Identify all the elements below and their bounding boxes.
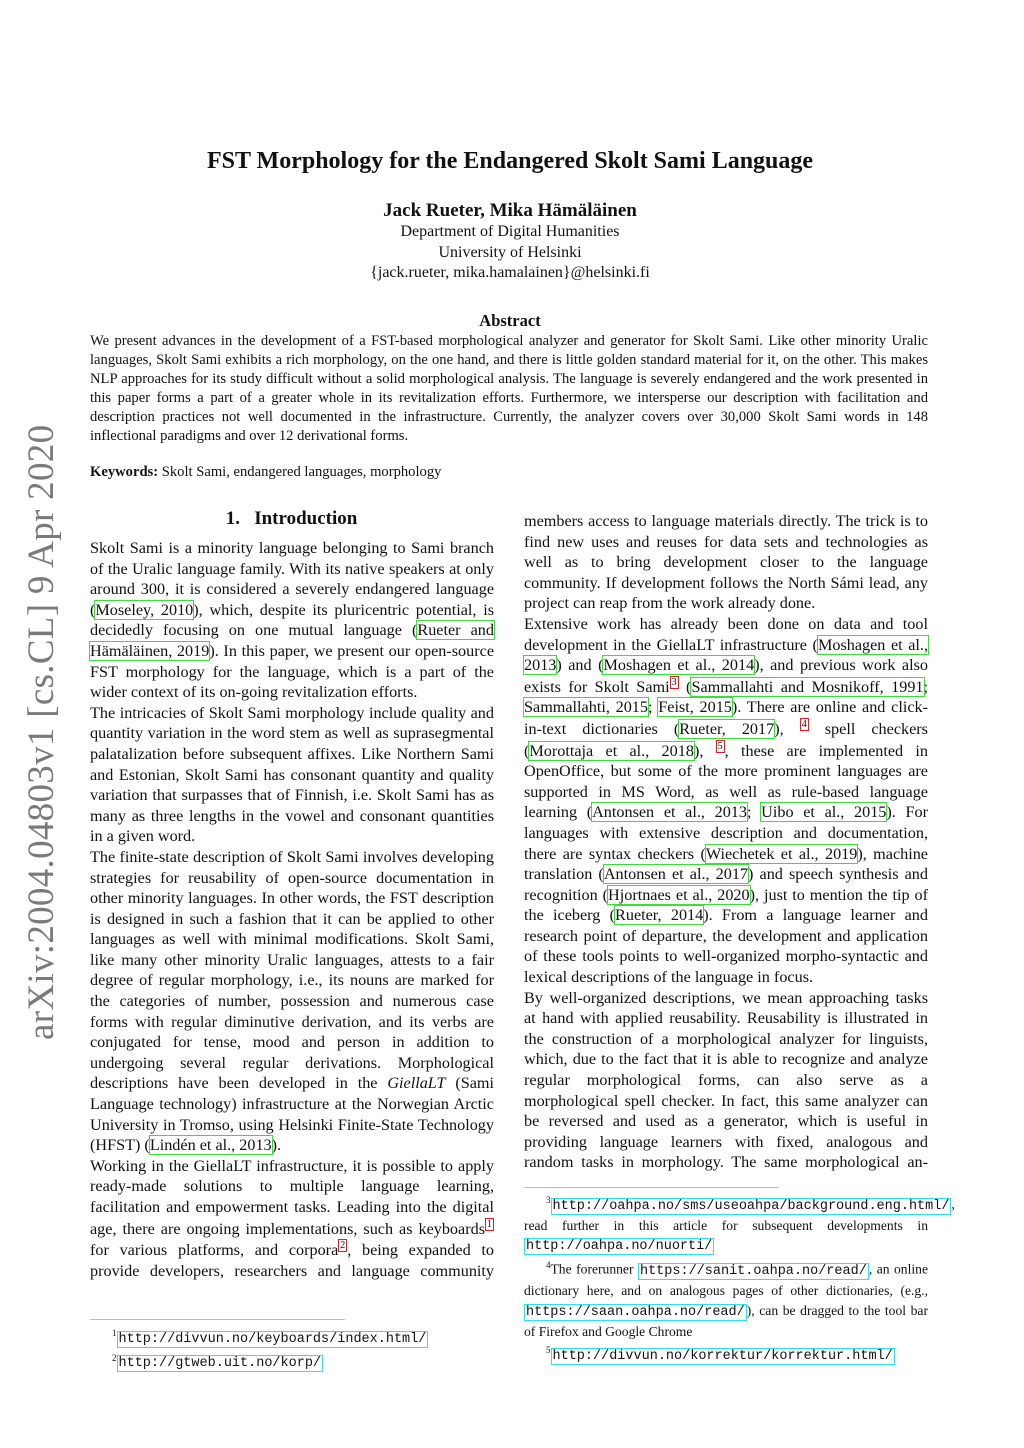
keywords bbox=[90, 464, 441, 481]
text-run: , being expanded to provide developers, researchers and language community bbox=[90, 1241, 494, 1280]
footnote-number: 2 bbox=[112, 1352, 117, 1363]
citation-link[interactable]: Rueter, 2014 bbox=[615, 906, 704, 925]
url-link[interactable]: http://gtweb.uit.no/korp/ bbox=[118, 1356, 322, 1372]
section-title: Introduction bbox=[254, 508, 358, 529]
text-run: ), can be dragged to the tool bar of Firefox and Google Chrome bbox=[524, 1302, 928, 1339]
citation-link[interactable]: Uibo et al., 2015 bbox=[761, 803, 887, 822]
text-run: ), machine translation ( bbox=[524, 844, 928, 884]
affiliation-university: University of Helsinki bbox=[438, 244, 582, 261]
text-run: ) and speech synthesis and recognition ( bbox=[524, 865, 928, 904]
footnote bbox=[524, 1341, 928, 1366]
text-run: Working in the GiellaLT infrastructure, it is possible to apply ready-made solutions to multiple language learning, facilitation and empowerment tasks. Leading into the digital age, there are ongoing implementations, such as keyboards bbox=[90, 1156, 494, 1238]
text-run: (Sami Language technology) infrastructure at the Norwegian Arctic University in Tromso, using Helsinki Finite-State Technology (HFST) ( bbox=[90, 1074, 494, 1155]
right-column bbox=[524, 511, 928, 1173]
text-run: ; bbox=[747, 803, 762, 822]
footnote-ref-link[interactable]: 2 bbox=[340, 1240, 346, 1252]
paragraph bbox=[524, 511, 928, 614]
footnote-number: 1 bbox=[112, 1328, 117, 1338]
authors: Jack Rueter, Mika Hämäläinen bbox=[383, 200, 637, 221]
text-run: , these are implemented in OpenOffice, but some of the more prominent languages are supported in MS Word, as well as rule-based language learning ( bbox=[524, 741, 929, 822]
text-run: ( bbox=[678, 677, 692, 696]
text-run: Skolt Sami is a minority language belonging to Sami branch of the Uralic language family. With its native speakers at only around 300, it is considered a severely endangered language ( bbox=[90, 539, 494, 619]
text-run: ) and ( bbox=[556, 656, 604, 675]
italic-text: GiellaLT bbox=[387, 1074, 446, 1093]
footnote-rule bbox=[524, 1187, 779, 1188]
right-footnotes bbox=[524, 1191, 955, 1366]
footnote-ref-link[interactable]: 3 bbox=[671, 676, 677, 688]
footnote-number: 5 bbox=[546, 1345, 551, 1356]
keywords-text: Skolt Sami, endangered languages, morphology bbox=[158, 464, 442, 480]
url-link[interactable]: https://saan.oahpa.no/read/ bbox=[526, 1304, 745, 1320]
paragraph bbox=[524, 614, 928, 988]
citation-link[interactable]: Lindén et al., 2013 bbox=[149, 1136, 272, 1155]
text-run: for various platforms, and corpora bbox=[90, 1241, 339, 1260]
text-run: By well-organized descriptions, we mean approaching tasks at hand with applied reusability. Reusability is illustrated in the construction of a morphological analyzer for linguists, which, due to the fact that it is able to recognize and analyze regular morphological forms, can also serve as a morphological spell checker. In fact, this same analyzer can be reversed and used as a generator, which is useful in providing language learners with fixed, analogous and random tasks in morphology. The same morphological an- bbox=[524, 988, 928, 1172]
text-run: ). For languages with extensive description and documentation, there are syntax checkers ( bbox=[524, 803, 928, 863]
footnote bbox=[524, 1256, 928, 1341]
text-run: The finite-state description of Skolt Sami involves developing strategies for reusability of open-source documentation in other minority languages. In other words, the FST description is designed in such a fashion that it can be applied to other languages as well with minimal modifications. Skolt Sami, like many other minority Uralic languages, attests to a fair degree of regular morphology, i.e., its nouns are marked for the categories of number, possession and numerous case forms with regular diminutive derivation, and its verbs are conjugated for tense, mood and person in addition to undergoing several regular derivations. Morphological descriptions have been developed in the bbox=[90, 847, 494, 1093]
citation-link[interactable]: Feist, 2015 bbox=[658, 698, 732, 717]
text-run: ; bbox=[923, 677, 929, 696]
text-run: ), bbox=[693, 741, 716, 760]
text-run: members access to language materials directly. The trick is to find new uses and reuses for data sets and technologies as well as to bring development closer to the language community. If development follows the North Sámi lead, any project can reap from the work already done. bbox=[524, 512, 928, 613]
url-link[interactable]: http://divvun.no/korrektur/korrektur.html/ bbox=[552, 1348, 893, 1364]
left-footnotes bbox=[90, 1324, 494, 1374]
citation-link[interactable]: Antonsen et al., 2013 bbox=[592, 803, 747, 822]
text-run: ). There are online and click-in-text dictionaries ( bbox=[524, 698, 928, 738]
footnote bbox=[90, 1324, 494, 1349]
footnote-ref-link[interactable]: 4 bbox=[801, 718, 807, 730]
text-run: ), which, despite its pluricentric potential, is decidedly focusing on one mutual language ( bbox=[90, 600, 495, 640]
abstract-heading: Abstract bbox=[479, 311, 541, 330]
citation-link[interactable]: Wiechetek et al., 2019 bbox=[705, 844, 858, 863]
footnote bbox=[524, 1191, 955, 1256]
section-heading bbox=[90, 508, 493, 530]
citation-link[interactable]: Moshagen et al., 2013 bbox=[524, 635, 928, 675]
citation-link[interactable]: Rueter and Hämäläinen, 2019 bbox=[90, 621, 494, 660]
citation-link[interactable]: Moseley, 2010 bbox=[95, 600, 194, 619]
citation-link[interactable]: Hjortnaes et al., 2020 bbox=[608, 885, 750, 904]
section-number: 1. bbox=[225, 508, 240, 529]
citation-link[interactable]: Sammallahti, 2015 bbox=[524, 698, 648, 717]
text-run: , read further in this article for subsequent developments in bbox=[524, 1196, 955, 1233]
arxiv-stamp: arXiv:2004.04803v1 [cs.CL] 9 Apr 2020 bbox=[21, 424, 62, 1040]
footnote-number: 3 bbox=[546, 1195, 551, 1205]
paragraph bbox=[524, 988, 928, 1173]
paragraph bbox=[90, 703, 494, 847]
text-run: ), just to mention the tip of the iceberg ( bbox=[524, 885, 928, 925]
url-link[interactable]: http://oahpa.no/nuorti/ bbox=[526, 1239, 713, 1255]
footnote-ref-link[interactable]: 1 bbox=[487, 1218, 492, 1230]
text-run: ). From a language learner and research point of departure, the development and application of these tools points to well-organized morpho-syntactic and lexical descriptions of the language in focus. bbox=[524, 906, 928, 987]
left-column bbox=[90, 538, 494, 1281]
paper-title: FST Morphology for the Endangered Skolt Sami Language bbox=[206, 148, 814, 174]
text-run: ). bbox=[271, 1136, 282, 1155]
citation-link[interactable]: Rueter, 2017 bbox=[679, 719, 775, 738]
text-run: ), bbox=[774, 719, 800, 738]
text-run: spell checkers ( bbox=[524, 719, 928, 760]
footnote-rule bbox=[90, 1319, 345, 1320]
author-emails[interactable]: {jack.rueter, mika.hamalainen}@helsinki.fi bbox=[370, 264, 650, 281]
url-link[interactable]: http://oahpa.no/sms/useoahpa/background.eng.html/ bbox=[552, 1198, 950, 1214]
text-run: ; bbox=[648, 698, 659, 717]
footnote bbox=[90, 1349, 494, 1374]
footnote-ref-link[interactable]: 5 bbox=[717, 740, 723, 752]
abstract-text: We present advances in the development of a FST-based morphological analyzer and generator for Skolt Sami. Like other minority Uralic languages, Skolt Sami exhibits a rich morphology, on the one hand, and there is little golden standard material for it, on the other. This makes NLP approaches for its study difficult without a solid morphological analysis. The language is severely endangered and the work presented in this paper forms a part of a greater whole in its revitalization efforts. Furthermore, we intersperse our description with facilitation and description practices not well documented in the infrastructure. Currently, the analyzer covers over 30,000 Skolt Sami words in 148 inflectional paradigms and over 12 derivational forms. bbox=[90, 333, 928, 444]
text-run: Extensive work has already been done on data and tool development in the GiellaLT infrastructure ( bbox=[524, 614, 928, 654]
affiliation-department: Department of Digital Humanities bbox=[400, 223, 620, 240]
paragraph bbox=[90, 847, 494, 1156]
paragraph bbox=[90, 538, 494, 703]
url-link[interactable]: https://sanit.oahpa.no/read/ bbox=[639, 1263, 867, 1279]
paragraph bbox=[90, 1156, 494, 1282]
citation-link[interactable]: Antonsen et al., 2017 bbox=[603, 865, 749, 884]
footnote-number: 4 bbox=[546, 1260, 551, 1271]
text-run: ). In this paper, we present our open-source FST morphology for the language, which is a part of the wider context of its on-going revitalization efforts. bbox=[90, 641, 494, 702]
citation-link[interactable]: Sammallahti and Mosnikoff, 1991 bbox=[691, 677, 924, 696]
text-run: , an online dictionary here, and on analogous pages of other dictionaries, (e.g., bbox=[524, 1261, 928, 1299]
text-run: The forerunner bbox=[550, 1261, 638, 1277]
url-link[interactable]: http://divvun.no/keyboards/index.html/ bbox=[118, 1331, 427, 1347]
text-run: The intricacies of Skolt Sami morphology include quality and quantity variation in the word stem as well as suprasegmental palatalization before subsequent affixes. Like Northern Sami and Estonian, Skolt Sami has consonant quantity and quality variation that surpasses that of Finnish, i.e. Skolt Sami has as many as three lengths in the vowel and consonant quantities in a given word. bbox=[90, 703, 494, 846]
text-run: ), and previous work also exists for Skolt Sami bbox=[524, 656, 928, 696]
citation-link[interactable]: Morottaja et al., 2018 bbox=[529, 741, 694, 760]
keywords-label: Keywords: bbox=[90, 464, 159, 480]
citation-link[interactable]: Moshagen et al., 2014 bbox=[603, 656, 755, 675]
